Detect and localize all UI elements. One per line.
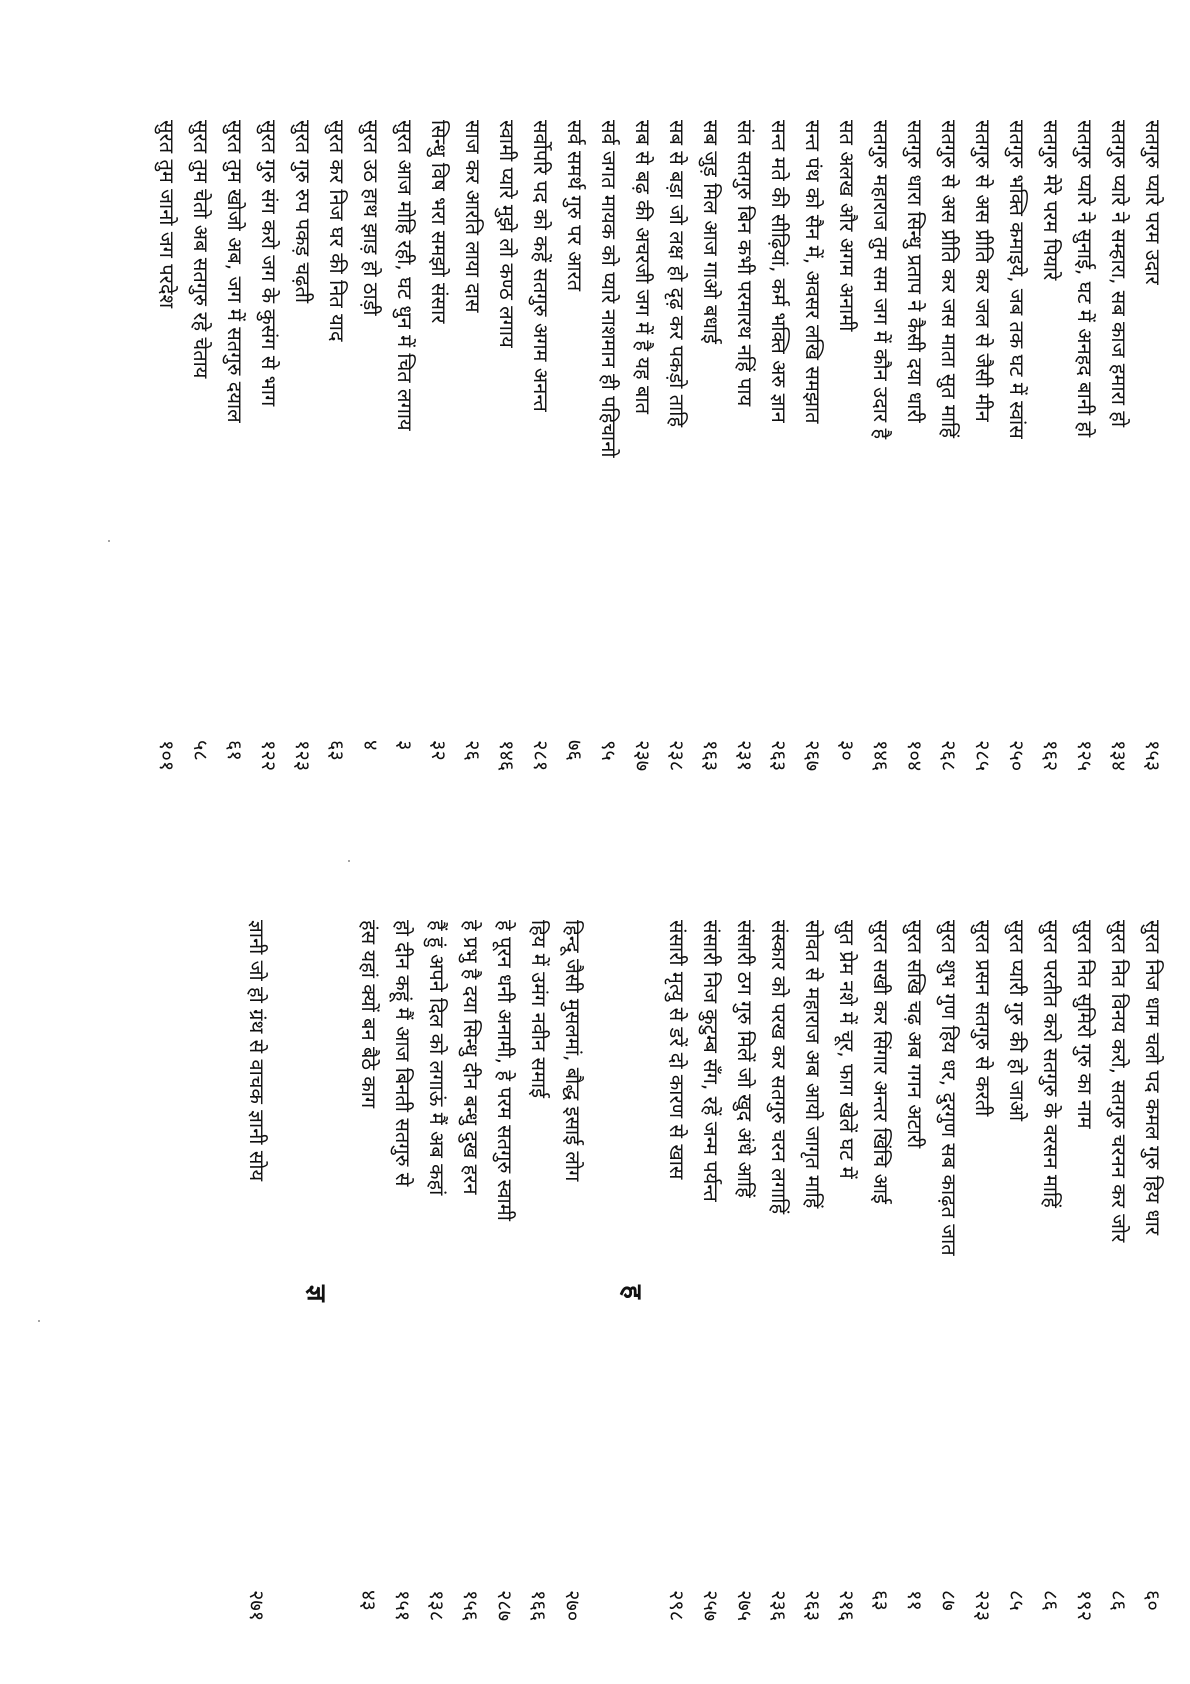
index-entry-page: २७१ [245,1590,269,1622]
index-entry-text: हे पूरन धनी अनामी, हे परम सतगुरु स्वामी [493,920,517,1221]
index-entry-text: सतगुरु से अस प्रीति कर जस माता सुत माहिं [937,120,961,438]
index-entry-page: ८६ [1107,1590,1131,1611]
index-entry-page: ६३ [869,1590,893,1611]
index-entry-text: सत अलख और अगम अनामी [835,120,859,332]
index-entry-page: १४६ [495,740,519,772]
index-entry-text: सुरत कर निज घर की नित याद [325,120,349,342]
index-entry-page: १०१ [155,740,179,772]
index-entry-page: १३८ [425,1590,449,1622]
index-entry-page: १६२ [1039,740,1063,772]
index-entry-text: सुरत तुम जानो जग परदेश [155,120,179,309]
index-entry-text: सतगुरु से अस प्रीति कर जल से जैसी मीन [971,120,995,422]
index-entry-text: सब जुड़ मिल आज गाओ बधाई [699,120,723,344]
index-entry-text: सतगुरु धारा सिन्धु प्रताप ने कैसी दया धारी [903,120,927,423]
index-entry-page: १३४ [1107,740,1131,772]
index-entry-page: १५६ [459,1590,483,1622]
index-entry-page: १६६ [527,1590,551,1622]
index-entry-text: स्वामी प्यारे मुझे लो कण्ठ लगाय [495,120,519,348]
index-entry-page: १२२ [257,740,281,772]
index-entry-page: २८७ [493,1590,517,1622]
index-entry-text: संसारी ठग गुरु मिलें जो खुद अंधे आहिं [733,920,757,1198]
index-entry-text: सुरत शुभ गुण हिय धर, दुरगुण सब काढ़त जात [937,920,961,1256]
index-entry-text: सतगुरु भक्ति कमाइये, जब तक घट में स्वांस [1005,120,1029,439]
index-entry-text: हिन्दू जैसी मुसलमां, बौद्ध इसाई लोग [561,920,585,1182]
index-entry-page: ८५ [1005,1590,1029,1611]
index-entry-page: १६३ [699,740,723,772]
index-entry-text: सब से बढ़ की अचरजी जग में है यह बात [631,120,655,414]
index-entry-text: हे प्रभु है दया सिन्धु दीन बन्धु दुख हरन [459,920,483,1195]
index-entry-page: ६० [1141,1590,1165,1611]
index-entry-page: ६३ [325,740,349,761]
index-entry-page: १५३ [1141,740,1165,772]
index-entry-page: ३ [393,740,417,751]
index-entry-text: ज्ञानी जो हो ग्रंथ से वाचक ज्ञानी सोय [245,920,269,1182]
index-entry-text: सर्वोपरि पद को कहें सतगुरु अगम अनन्त [529,120,553,412]
index-entry-page: ३० [835,740,859,761]
index-entry-text: सुरत नित सुमिरो गुरु का नाम [1073,920,1097,1129]
scan-speck [108,540,110,542]
index-entry-text: सुरत आज मोहि रही, घट धुन में चित लगाय [393,120,417,431]
index-entry-page: २६७ [801,740,825,772]
index-entry-page: २९८ [665,1590,689,1622]
index-entry-page: ४ [359,740,383,751]
index-entry-page: ३२ [427,740,451,761]
index-entry-page: २६३ [801,1590,825,1622]
index-entry-page: २५० [1005,740,1029,772]
index-entry-page: ८७ [937,1590,961,1611]
index-entry-page: ६१ [223,740,247,761]
index-entry-page: २८५ [971,740,995,772]
index-entry-page: २६ [461,740,485,761]
index-entry-page: ५८ [189,740,213,761]
index-entry-page: १२३ [291,740,315,772]
index-entry-text: सुरत प्यारी गुरु की हो जाओ [1005,920,1029,1122]
index-entry-text: सतगुरु प्यारे ने सम्हारा, सब काज हमारा हो [1107,120,1131,428]
index-entry-text: सिन्धु विष भरा समझो संसार [427,120,451,324]
index-entry-page: २५७ [699,1590,723,1622]
index-entry-page: ४३ [357,1590,381,1611]
index-entry-page: २७० [561,1590,585,1622]
section-heading-gya: ज्ञ [301,1285,331,1302]
index-entry-text: सब से बड़ा जो लक्ष हो दृढ़ कर पकड़ो ताहि [665,120,689,428]
index-entry-text: सुरत परतीत करो सतगुरु के वरसन माहिं [1039,920,1063,1208]
index-entry-text: हो दीन कहूं मैं आज बिनती सतगुरु से [391,920,415,1187]
index-entry-text: हंस यहां क्यों बन बैठे काग [357,920,381,1109]
index-entry-text: सन्त मते की सीढ़ियां, कर्म भक्ति अरु ज्ञान [767,120,791,423]
index-entry-page: २३७ [631,740,655,772]
index-entry-text: सतगुरु मेरे परम पियारे [1039,120,1063,281]
index-entry-text: सतगुरु महाराज तुम सम जग में कौन उदार है [869,120,893,440]
index-entry-text: सुरत निज धाम चलो पद कमल गुरु हिय धार [1141,920,1165,1236]
index-entry-page: ११ [903,1590,927,1611]
index-entry-text: सुरत तुम खोजो अब, जग में सतगुरु दयाल [223,120,247,423]
index-entry-page: १०४ [903,740,927,772]
index-entry-text: हिय में उमंग नवीन समाई [527,920,551,1098]
index-entry-text: सोवत से महाराज अब आयो जागृत माहिं [801,920,825,1209]
index-entry-page: ७६ [563,740,587,761]
index-entry-text: सुरत नित विनय करो, सतगुरु चरनन कर जोर [1107,920,1131,1243]
index-entry-text: सुरत गुरु संग करो जग के कुसंग से भाग [257,120,281,407]
index-entry-page: २२३ [971,1590,995,1622]
index-entry-page: १२५ [1073,740,1097,772]
index-entry-text: सर्व समर्थ गुरु पर आरत [563,120,587,292]
index-entry-text: हैं हुं अपने दिल को लगाऊं मैं अब कहां [425,920,449,1196]
index-entry-page: २६८ [937,740,961,772]
index-entry-text: सर्व जगत मायक को प्यारे नाशमान ही पहिचानो [597,120,621,458]
index-entry-page: २३१ [733,740,757,772]
index-entry-page: २७५ [733,1590,757,1622]
index-entry-page: १९२ [1073,1590,1097,1622]
index-entry-page: १५१ [391,1590,415,1622]
index-entry-text: संत सतगुरु बिन कभी परमारथ नहिं पाय [733,120,757,407]
index-entry-text: संसारी निज कुटुम्ब सँग, रहें जन्म पर्यन्त [699,920,723,1202]
index-entry-page: २६३ [767,740,791,772]
index-entry-page: १४६ [869,740,893,772]
index-entry-text: सुरत तुम चेतो अब सतगुरु रहे चेताय [189,120,213,379]
index-entry-text: सुत प्रेम नशे में चूर, फाग खेलें घट में [835,920,859,1179]
index-entry-text: सतगुरु प्यारे परम उदार [1141,120,1165,285]
index-entry-text: सुरत प्रसन सतगुरु से करती [971,920,995,1117]
scan-speck [38,1320,40,1322]
index-entry-page: २३८ [665,740,689,772]
scan-speck [348,860,350,862]
index-entry-text: संस्कार को परख कर सतगुरु चरन लगाहिं [767,920,791,1215]
index-entry-text: सुरत गुरु रुप पकड़ चढ़ती [291,120,315,304]
section-heading-ha: ह [617,1285,647,1299]
index-entry-page: २१६ [835,1590,859,1622]
index-entry-text: सतगुरु प्यारे ने सुनाई, घट में अनहद बानी हो [1073,120,1097,438]
index-entry-page: २८१ [529,740,553,772]
index-entry-page: २३६ [767,1590,791,1622]
index-entry-text: सन्त पंथ को सैन में, अवसर लखि समझात [801,120,825,424]
index-entry-text: संसारी मृत्यु से डरें दो कारण से खास [665,920,689,1180]
index-entry-text: सुरत सखि चढ़ अब गगन अटारी [903,920,927,1149]
index-entry-page: ९५ [597,740,621,761]
index-entry-text: साज कर आरति लाया दास [461,120,485,313]
index-entry-text: सुरत सखी कर सिंगार अन्तर खिंचि आई [869,920,893,1204]
index-entry-page: ८६ [1039,1590,1063,1611]
index-entry-text: सुरत उठ हाथ झाड़ हो ठाड़ी [359,120,383,316]
